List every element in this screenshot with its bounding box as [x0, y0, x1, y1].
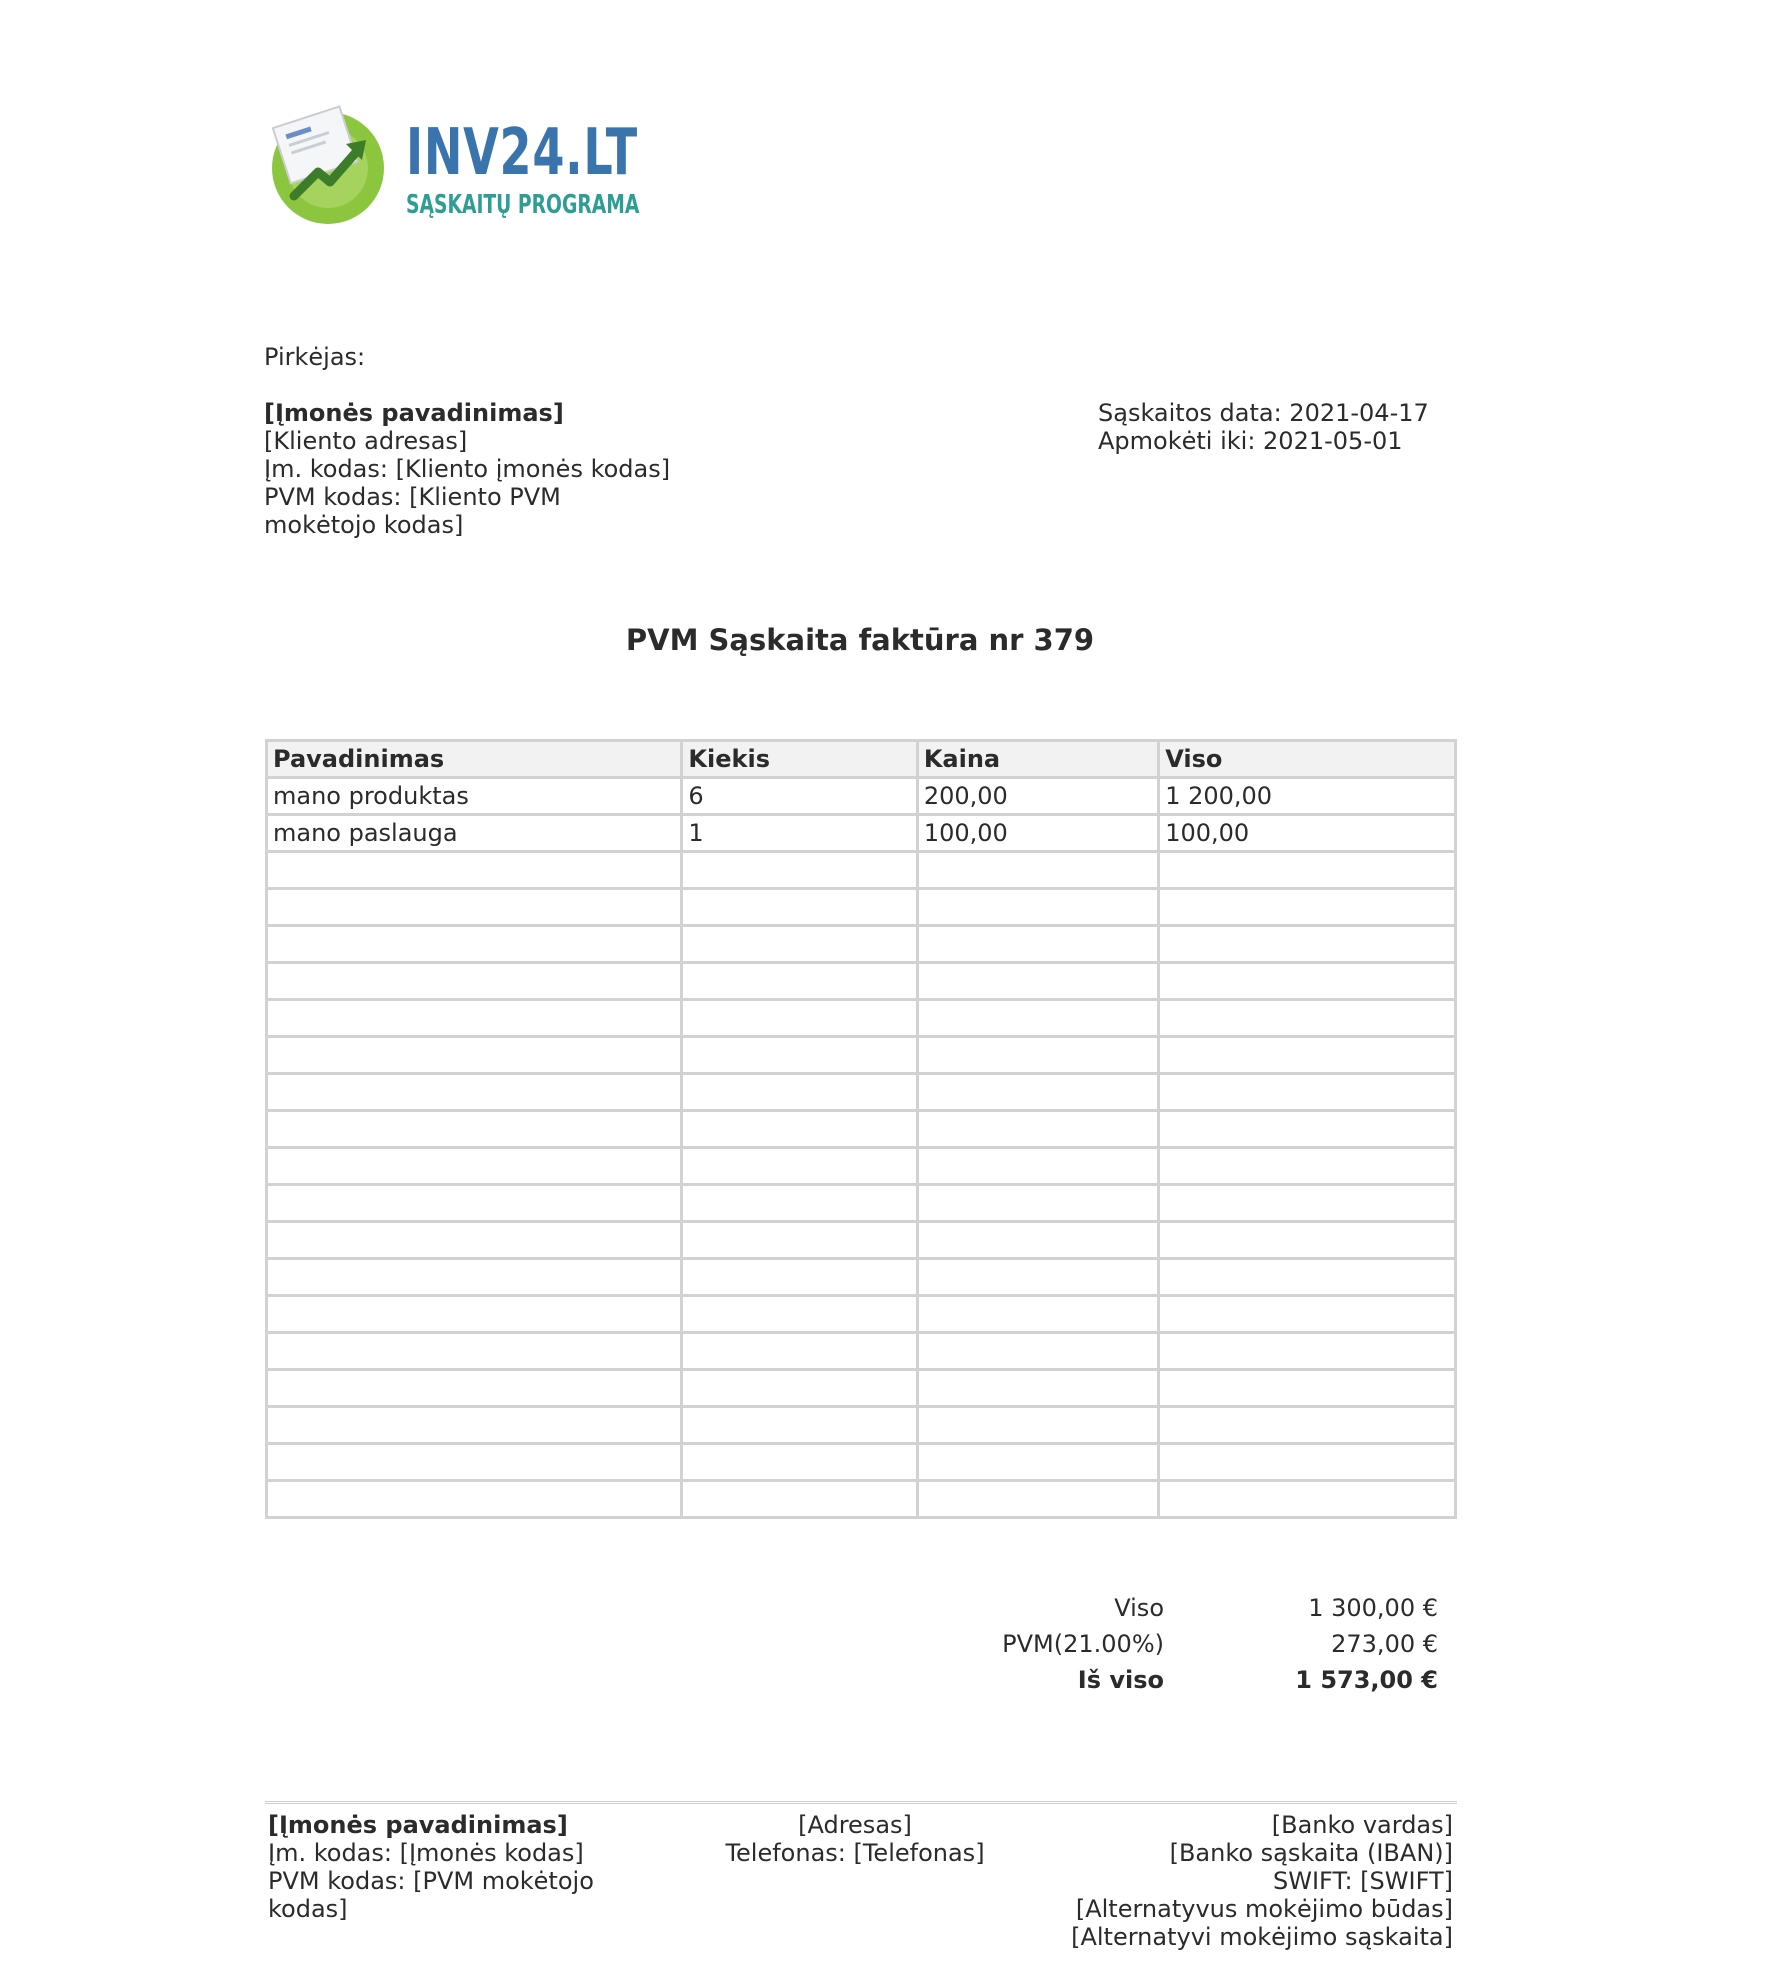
- footer-company-code: Įm. kodas: [Įmonės kodas]: [268, 1839, 584, 1867]
- table-row: [267, 815, 1456, 852]
- footer-alt-account: [Alternatyvi mokėjimo sąskaita]: [1071, 1923, 1453, 1951]
- cell-empty: [267, 1296, 682, 1333]
- cell-empty: [682, 963, 917, 1000]
- cell-empty: [682, 1333, 917, 1370]
- cell-empty: [917, 1259, 1158, 1296]
- footer-phone: Telefonas: [Telefonas]: [725, 1839, 985, 1867]
- cell-empty: [682, 889, 917, 926]
- cell-empty: [1159, 963, 1456, 1000]
- cell-empty: [1159, 926, 1456, 963]
- cell-empty: [1159, 1259, 1456, 1296]
- subtotal-row: [950, 1590, 1438, 1626]
- cell-empty: [682, 1074, 917, 1111]
- cell-empty: [1159, 1333, 1456, 1370]
- cell-empty: [1159, 889, 1456, 926]
- logo-title: INV24.LT: [406, 116, 638, 190]
- cell-empty: [682, 852, 917, 889]
- table-row-empty: [267, 852, 1456, 889]
- cell-empty: [267, 926, 682, 963]
- header-price: Kaina: [917, 741, 1158, 778]
- cell-empty: [917, 1185, 1158, 1222]
- cell-empty: [917, 852, 1158, 889]
- table-row-empty: [267, 889, 1456, 926]
- cell-empty: [682, 1481, 917, 1518]
- buyer-address: [Kliento adresas]: [264, 427, 468, 455]
- cell-empty: [267, 852, 682, 889]
- subtotal-value: 1 300,00 €: [1308, 1594, 1438, 1622]
- footer-bank: [1071, 1811, 1453, 1951]
- cell-name: mano produktas: [267, 778, 682, 815]
- footer-bank-name: [Banko vardas]: [1271, 1811, 1453, 1839]
- items-table: [265, 739, 1457, 1519]
- cell-empty: [682, 1000, 917, 1037]
- cell-empty: [267, 1111, 682, 1148]
- grand-total-label: Iš viso: [1077, 1666, 1164, 1694]
- cell-empty: [1159, 1296, 1456, 1333]
- cell-empty: [267, 1074, 682, 1111]
- cell-empty: [1159, 852, 1456, 889]
- table-row-empty: [267, 1259, 1456, 1296]
- vat-row: [950, 1626, 1438, 1662]
- cell-empty: [682, 926, 917, 963]
- cell-total: 1 200,00: [1159, 778, 1456, 815]
- cell-empty: [682, 1370, 917, 1407]
- footer-vat-code-line1: PVM kodas: [PVM mokėtojo: [268, 1867, 594, 1895]
- cell-empty: [1159, 1222, 1456, 1259]
- invoice-title: PVM Sąskaita faktūra nr 379: [625, 623, 1095, 657]
- subtotal-label: Viso: [1114, 1594, 1164, 1622]
- table-row-empty: [267, 926, 1456, 963]
- cell-empty: [682, 1148, 917, 1185]
- footer-bank-account: [Banko sąskaita (IBAN)]: [1169, 1839, 1453, 1867]
- cell-empty: [917, 1296, 1158, 1333]
- table-row-empty: [267, 1037, 1456, 1074]
- buyer-vat-code-line1: PVM kodas: [Kliento PVM: [264, 483, 561, 511]
- cell-empty: [267, 1370, 682, 1407]
- cell-empty: [267, 1481, 682, 1518]
- invoice-date: Sąskaitos data: 2021-04-17: [1098, 399, 1429, 427]
- table-row-empty: [267, 1370, 1456, 1407]
- cell-total: 100,00: [1159, 815, 1456, 852]
- cell-empty: [917, 1111, 1158, 1148]
- cell-price: 100,00: [917, 815, 1158, 852]
- table-row-empty: [267, 1000, 1456, 1037]
- buyer-company-code: Įm. kodas: [Kliento įmonės kodas]: [264, 455, 671, 483]
- cell-empty: [1159, 1444, 1456, 1481]
- cell-empty: [1159, 1111, 1456, 1148]
- cell-empty: [1159, 1407, 1456, 1444]
- footer-address: [Adresas]: [798, 1811, 912, 1839]
- cell-name: mano paslauga: [267, 815, 682, 852]
- cell-empty: [917, 1000, 1158, 1037]
- invoice-dates: [1098, 399, 1429, 455]
- cell-empty: [267, 1333, 682, 1370]
- cell-empty: [267, 1259, 682, 1296]
- footer-vat-code-line2: kodas]: [268, 1895, 348, 1923]
- cell-empty: [267, 963, 682, 1000]
- grand-total-row: [950, 1662, 1438, 1698]
- table-row-empty: [267, 1185, 1456, 1222]
- cell-empty: [917, 1444, 1158, 1481]
- cell-empty: [267, 1222, 682, 1259]
- table-row-empty: [267, 1407, 1456, 1444]
- cell-empty: [682, 1222, 917, 1259]
- table-row-empty: [267, 1111, 1456, 1148]
- table-header-row: [267, 741, 1456, 778]
- cell-empty: [267, 1000, 682, 1037]
- cell-empty: [682, 1407, 917, 1444]
- vat-label: PVM(21.00%): [1002, 1630, 1164, 1658]
- cell-empty: [917, 1333, 1158, 1370]
- cell-empty: [917, 1074, 1158, 1111]
- header-quantity: Kiekis: [682, 741, 917, 778]
- cell-empty: [917, 1370, 1158, 1407]
- cell-empty: [1159, 1000, 1456, 1037]
- table-row-empty: [267, 1333, 1456, 1370]
- cell-empty: [682, 1296, 917, 1333]
- cell-empty: [682, 1259, 917, 1296]
- cell-empty: [917, 1037, 1158, 1074]
- vat-value: 273,00 €: [1331, 1630, 1438, 1658]
- cell-quantity: 6: [682, 778, 917, 815]
- table-row-empty: [267, 1444, 1456, 1481]
- cell-empty: [917, 963, 1158, 1000]
- invoice-growth-icon: [266, 100, 396, 230]
- cell-empty: [267, 1407, 682, 1444]
- header-name: Pavadinimas: [267, 741, 682, 778]
- cell-empty: [682, 1111, 917, 1148]
- cell-quantity: 1: [682, 815, 917, 852]
- cell-empty: [1159, 1481, 1456, 1518]
- cell-price: 200,00: [917, 778, 1158, 815]
- cell-empty: [917, 1148, 1158, 1185]
- buyer-label: Pirkėjas:: [264, 343, 366, 371]
- cell-empty: [917, 1222, 1158, 1259]
- table-row-empty: [267, 1148, 1456, 1185]
- cell-empty: [267, 889, 682, 926]
- cell-empty: [267, 1148, 682, 1185]
- cell-empty: [917, 889, 1158, 926]
- cell-empty: [682, 1444, 917, 1481]
- buyer-details: [264, 399, 684, 539]
- table-row: [267, 778, 1456, 815]
- cell-empty: [1159, 1074, 1456, 1111]
- buyer-company: [Įmonės pavadinimas]: [264, 399, 564, 427]
- footer-alt-payment: [Alternatyvus mokėjimo būdas]: [1075, 1895, 1453, 1923]
- cell-empty: [917, 1481, 1158, 1518]
- cell-empty: [917, 1407, 1158, 1444]
- cell-empty: [917, 926, 1158, 963]
- totals-block: [950, 1590, 1438, 1698]
- due-date: Apmokėti iki: 2021-05-01: [1098, 427, 1403, 455]
- footer-swift: SWIFT: [SWIFT]: [1273, 1867, 1453, 1895]
- cell-empty: [1159, 1370, 1456, 1407]
- buyer-vat-code-line2: mokėtojo kodas]: [264, 511, 464, 539]
- header-total: Viso: [1159, 741, 1456, 778]
- footer-company: [268, 1811, 628, 1923]
- table-row-empty: [267, 1074, 1456, 1111]
- cell-empty: [267, 1185, 682, 1222]
- footer-divider: [265, 1801, 1457, 1804]
- table-row-empty: [267, 1296, 1456, 1333]
- logo-subtitle: SĄSKAITŲ PROGRAMA: [406, 190, 640, 220]
- cell-empty: [1159, 1185, 1456, 1222]
- cell-empty: [267, 1444, 682, 1481]
- cell-empty: [1159, 1037, 1456, 1074]
- cell-empty: [267, 1037, 682, 1074]
- table-row-empty: [267, 963, 1456, 1000]
- logo-wordmark: [406, 118, 730, 220]
- footer-company-name: [Įmonės pavadinimas]: [268, 1811, 568, 1839]
- cell-empty: [682, 1185, 917, 1222]
- cell-empty: [682, 1037, 917, 1074]
- table-row-empty: [267, 1481, 1456, 1518]
- cell-empty: [1159, 1148, 1456, 1185]
- table-row-empty: [267, 1222, 1456, 1259]
- footer-contact: [700, 1811, 1010, 1867]
- grand-total-value: 1 573,00 €: [1295, 1666, 1438, 1694]
